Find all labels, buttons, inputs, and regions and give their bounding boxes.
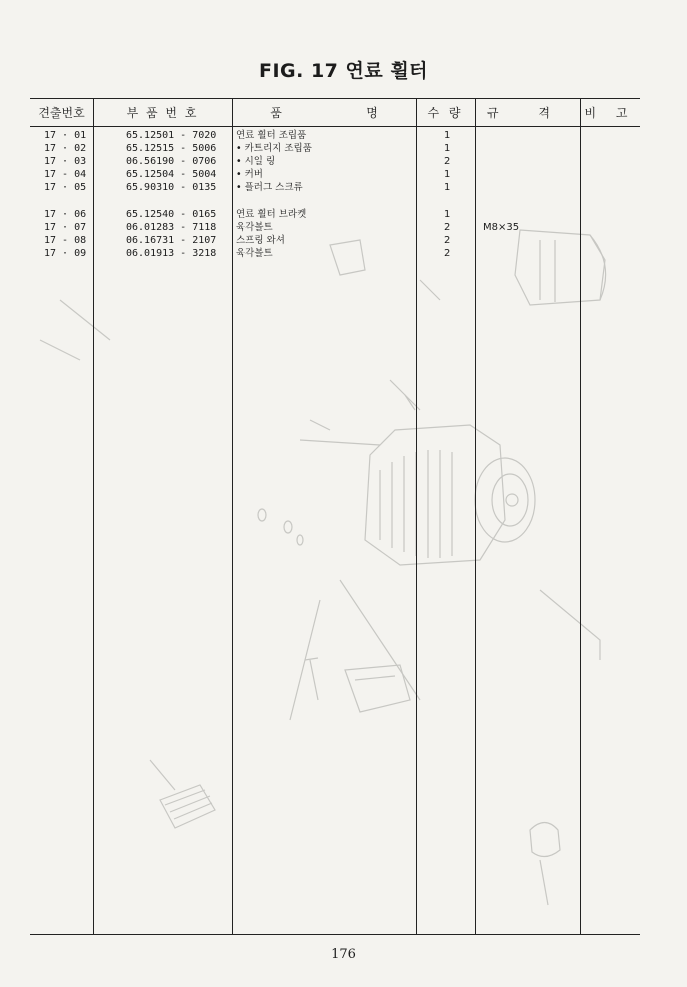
part-name: 스프링 와셔 <box>236 235 285 246</box>
part-name: • 플러그 스크류 <box>236 182 303 193</box>
part-number: 06.56190 - 0706 <box>126 156 217 167</box>
header-spec: 규 격 <box>487 106 568 120</box>
table-row <box>30 129 640 142</box>
item-number: 17 · 09 <box>44 248 87 259</box>
item-number: 17 · 07 <box>44 222 87 233</box>
part-name: 연료 휠터 조립품 <box>236 130 307 141</box>
header-quantity: 수 량 <box>427 106 464 120</box>
part-name: 연료 휠터 브라켓 <box>236 209 307 220</box>
header-item-no: 견출번호 <box>38 106 85 120</box>
quantity: 2 <box>444 235 451 246</box>
header-remark: 비 고 <box>584 106 636 120</box>
table-row <box>30 155 640 168</box>
part-number: 65.90310 - 0135 <box>126 182 217 193</box>
header-name-left: 품 <box>270 106 282 120</box>
quantity: 2 <box>444 222 451 233</box>
item-number: 17 - 08 <box>44 235 87 246</box>
item-number: 17 - 04 <box>44 169 87 180</box>
table-row <box>30 181 640 194</box>
figure-title: FIG. 17 연료 휠터 <box>258 60 429 82</box>
quantity: 1 <box>444 182 451 193</box>
quantity: 2 <box>444 156 451 167</box>
table-row <box>30 221 640 234</box>
item-number: 17 · 05 <box>44 182 87 193</box>
part-number: 65.12504 - 5004 <box>126 169 217 180</box>
item-number: 17 · 01 <box>44 130 87 141</box>
quantity: 1 <box>444 169 451 180</box>
part-number: 65.12515 - 5006 <box>126 143 217 154</box>
part-name: • 카트리지 조립품 <box>236 143 312 154</box>
item-number: 17 · 03 <box>44 156 87 167</box>
table-row <box>30 208 640 221</box>
header-name-right: 명 <box>366 106 378 120</box>
spec: M8×35 <box>483 222 520 233</box>
part-name: • 시일 링 <box>236 156 276 167</box>
table-row <box>30 234 640 247</box>
part-name: • 커버 <box>236 169 263 180</box>
part-number: 65.12501 - 7020 <box>126 130 217 141</box>
table-bottom-rule <box>30 934 640 935</box>
header-part-number: 부 품 번 호 <box>126 106 199 120</box>
table-row <box>30 247 640 260</box>
quantity: 1 <box>444 130 451 141</box>
part-number: 06.16731 - 2107 <box>126 235 217 246</box>
quantity: 1 <box>444 209 451 220</box>
quantity: 1 <box>444 143 451 154</box>
part-name: 육각볼트 <box>236 248 273 259</box>
part-number: 06.01283 - 7118 <box>126 222 217 233</box>
part-name: 육각볼트 <box>236 222 273 233</box>
part-number: 65.12540 - 0165 <box>126 209 217 220</box>
table-header-rule <box>30 126 640 127</box>
item-number: 17 · 06 <box>44 209 87 220</box>
table-row <box>30 168 640 181</box>
item-number: 17 · 02 <box>44 143 87 154</box>
page-number: 176 <box>331 947 356 962</box>
table-row <box>30 142 640 155</box>
part-number: 06.01913 - 3218 <box>126 248 217 259</box>
quantity: 2 <box>444 248 451 259</box>
table-top-rule <box>30 98 640 99</box>
parts-table <box>30 98 640 936</box>
